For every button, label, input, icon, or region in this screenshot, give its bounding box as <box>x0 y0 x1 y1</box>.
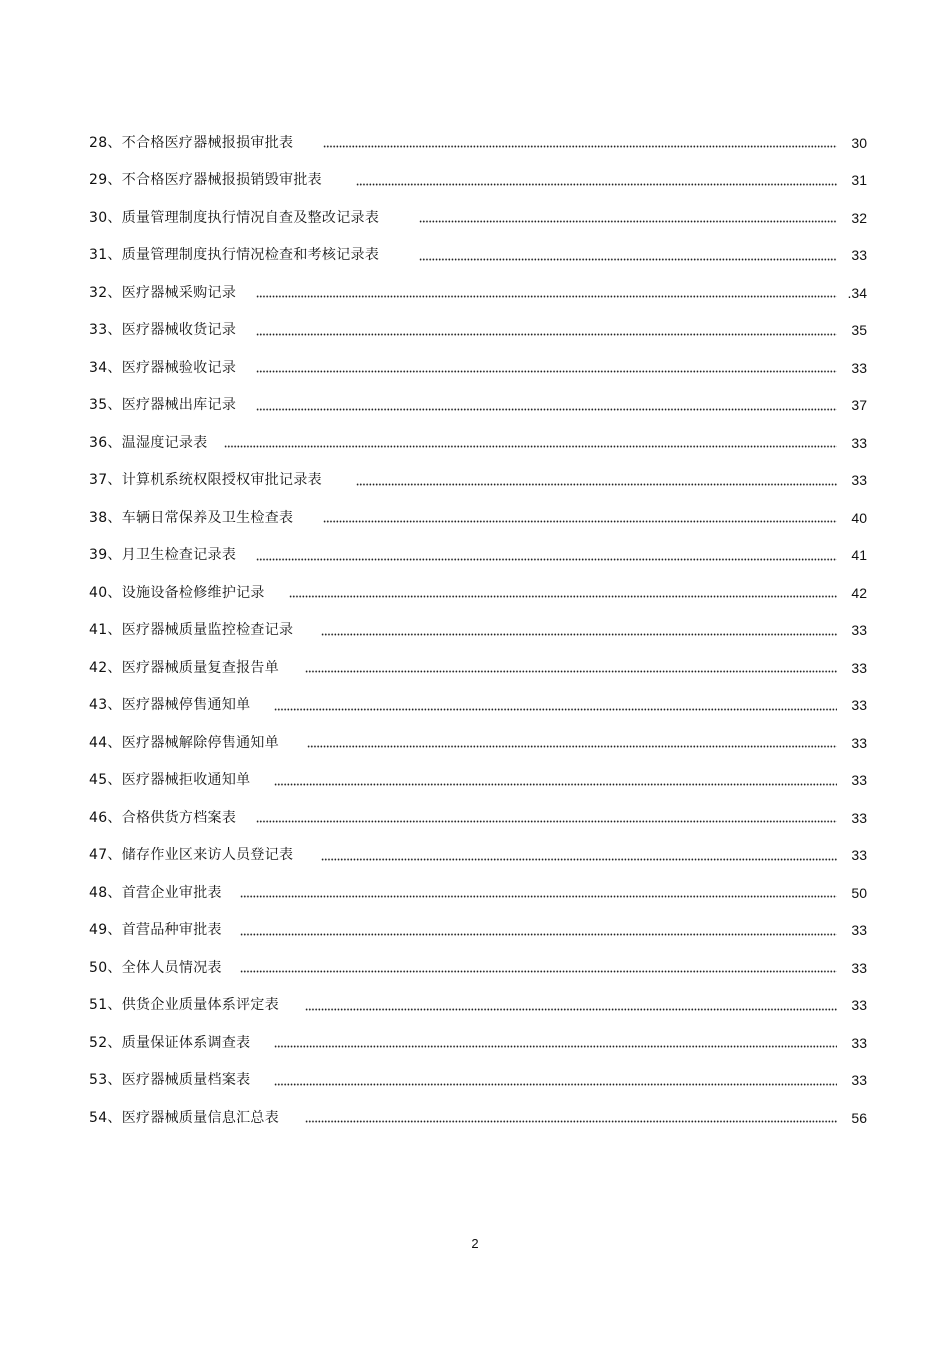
toc-entry[interactable] <box>89 912 867 950</box>
toc-dot-leader <box>307 745 837 748</box>
toc-entry-title: 30、质量管理制度执行情况自查及整改记录表 <box>89 209 380 226</box>
toc-entry-title: 28、不合格医疗器械报损审批表 <box>89 134 294 151</box>
toc-dot-leader <box>321 633 837 636</box>
toc-entry[interactable] <box>89 387 867 425</box>
toc-entry[interactable] <box>89 237 867 275</box>
toc-entry-title: 49、首营品种审批表 <box>89 922 222 939</box>
toc-entry[interactable] <box>89 162 867 200</box>
toc-entry-title: 50、全体人员情况表 <box>89 959 222 976</box>
toc-dot-leader <box>256 370 837 373</box>
toc-dot-leader <box>240 933 837 936</box>
toc-dot-leader <box>274 708 837 711</box>
toc-dot-leader <box>356 483 837 486</box>
toc-entry-title: 53、医疗器械质量档案表 <box>89 1072 251 1089</box>
toc-entry-page: 50 <box>851 884 867 901</box>
toc-entry-page: 33 <box>851 659 867 676</box>
toc-dot-leader <box>274 1083 837 1086</box>
toc-entry-page: 33 <box>851 734 867 751</box>
table-of-contents <box>89 124 867 1137</box>
toc-dot-leader <box>305 670 837 673</box>
toc-entry[interactable] <box>89 949 867 987</box>
toc-entry[interactable] <box>89 874 867 912</box>
toc-dot-leader <box>256 558 837 561</box>
toc-entry-title: 43、医疗器械停售通知单 <box>89 697 251 714</box>
toc-entry-page: 33 <box>851 434 867 451</box>
toc-dot-leader <box>256 295 837 298</box>
toc-list <box>89 124 867 1137</box>
toc-entry[interactable] <box>89 349 867 387</box>
toc-dot-leader <box>289 595 837 598</box>
toc-dot-leader <box>240 895 837 898</box>
toc-dot-leader <box>305 1120 837 1123</box>
toc-entry[interactable] <box>89 424 867 462</box>
toc-entry[interactable] <box>89 799 867 837</box>
toc-entry-page: 33 <box>851 697 867 714</box>
toc-entry-page: 33 <box>851 997 867 1014</box>
toc-entry[interactable] <box>89 612 867 650</box>
toc-entry[interactable] <box>89 837 867 875</box>
toc-dot-leader <box>256 408 837 411</box>
toc-entry[interactable] <box>89 1024 867 1062</box>
toc-entry-page: 33 <box>851 359 867 376</box>
toc-entry-page: 33 <box>851 847 867 864</box>
toc-entry[interactable] <box>89 499 867 537</box>
toc-entry-title: 54、医疗器械质量信息汇总表 <box>89 1109 280 1126</box>
toc-entry-page: 33 <box>851 772 867 789</box>
toc-entry-page: .34 <box>847 284 867 301</box>
toc-entry[interactable] <box>89 537 867 575</box>
toc-dot-leader <box>321 858 837 861</box>
toc-entry[interactable] <box>89 274 867 312</box>
toc-entry-page: 33 <box>851 922 867 939</box>
toc-entry[interactable] <box>89 124 867 162</box>
toc-dot-leader <box>274 1045 837 1048</box>
toc-entry-page: 33 <box>851 959 867 976</box>
toc-dot-leader <box>323 145 837 148</box>
toc-entry[interactable] <box>89 1062 867 1100</box>
toc-entry-title: 51、供货企业质量体系评定表 <box>89 997 280 1014</box>
toc-entry[interactable] <box>89 462 867 500</box>
page-number: 2 <box>471 1236 479 1251</box>
toc-entry-page: 33 <box>851 472 867 489</box>
toc-entry[interactable] <box>89 762 867 800</box>
toc-entry-title: 42、医疗器械质量复查报告单 <box>89 659 280 676</box>
toc-entry-title: 39、月卫生检查记录表 <box>89 547 237 564</box>
toc-entry-title: 48、首营企业审批表 <box>89 884 222 901</box>
toc-dot-leader <box>256 820 837 823</box>
toc-dot-leader <box>419 220 837 223</box>
toc-entry-title: 44、医疗器械解除停售通知单 <box>89 734 280 751</box>
toc-entry-page: 30 <box>851 134 867 151</box>
toc-dot-leader <box>323 520 837 523</box>
toc-entry-page: 41 <box>851 547 867 564</box>
toc-entry-title: 29、不合格医疗器械报损销毁审批表 <box>89 172 322 189</box>
toc-entry-page: 42 <box>851 584 867 601</box>
toc-entry-title: 32、医疗器械采购记录 <box>89 284 237 301</box>
toc-entry-title: 31、质量管理制度执行情况检查和考核记录表 <box>89 247 380 264</box>
toc-entry-title: 52、质量保证体系调查表 <box>89 1034 251 1051</box>
toc-entry-page: 56 <box>851 1109 867 1126</box>
toc-entry-title: 40、设施设备检修维护记录 <box>89 584 265 601</box>
toc-entry-title: 45、医疗器械拒收通知单 <box>89 772 251 789</box>
toc-entry-title: 33、医疗器械收货记录 <box>89 322 237 339</box>
toc-entry[interactable] <box>89 1099 867 1137</box>
toc-entry-page: 31 <box>851 172 867 189</box>
toc-entry-page: 32 <box>851 209 867 226</box>
toc-entry-page: 33 <box>851 622 867 639</box>
toc-dot-leader <box>305 1008 837 1011</box>
toc-entry[interactable] <box>89 312 867 350</box>
toc-dot-leader <box>274 783 837 786</box>
toc-entry[interactable] <box>89 987 867 1025</box>
toc-entry-title: 37、计算机系统权限授权审批记录表 <box>89 472 322 489</box>
toc-entry-page: 40 <box>851 509 867 526</box>
toc-entry-page: 35 <box>851 322 867 339</box>
toc-entry[interactable] <box>89 687 867 725</box>
toc-entry-title: 36、温湿度记录表 <box>89 434 208 451</box>
toc-dot-leader <box>224 445 837 448</box>
toc-dot-leader <box>240 970 837 973</box>
toc-dot-leader <box>356 183 837 186</box>
toc-entry[interactable] <box>89 649 867 687</box>
toc-entry-title: 41、医疗器械质量监控检查记录 <box>89 622 294 639</box>
toc-entry[interactable] <box>89 199 867 237</box>
toc-entry-title: 46、合格供货方档案表 <box>89 809 237 826</box>
toc-entry-page: 33 <box>851 809 867 826</box>
toc-entry-title: 47、储存作业区来访人员登记表 <box>89 847 294 864</box>
toc-entry[interactable] <box>89 724 867 762</box>
toc-entry-title: 35、医疗器械出库记录 <box>89 397 237 414</box>
toc-dot-leader <box>419 258 837 261</box>
toc-entry-page: 37 <box>851 397 867 414</box>
toc-entry-page: 33 <box>851 1034 867 1051</box>
toc-entry[interactable] <box>89 574 867 612</box>
toc-entry-page: 33 <box>851 1072 867 1089</box>
toc-entry-title: 38、车辆日常保养及卫生检查表 <box>89 509 294 526</box>
toc-entry-page: 33 <box>851 247 867 264</box>
toc-dot-leader <box>256 333 837 336</box>
toc-entry-title: 34、医疗器械验收记录 <box>89 359 237 376</box>
